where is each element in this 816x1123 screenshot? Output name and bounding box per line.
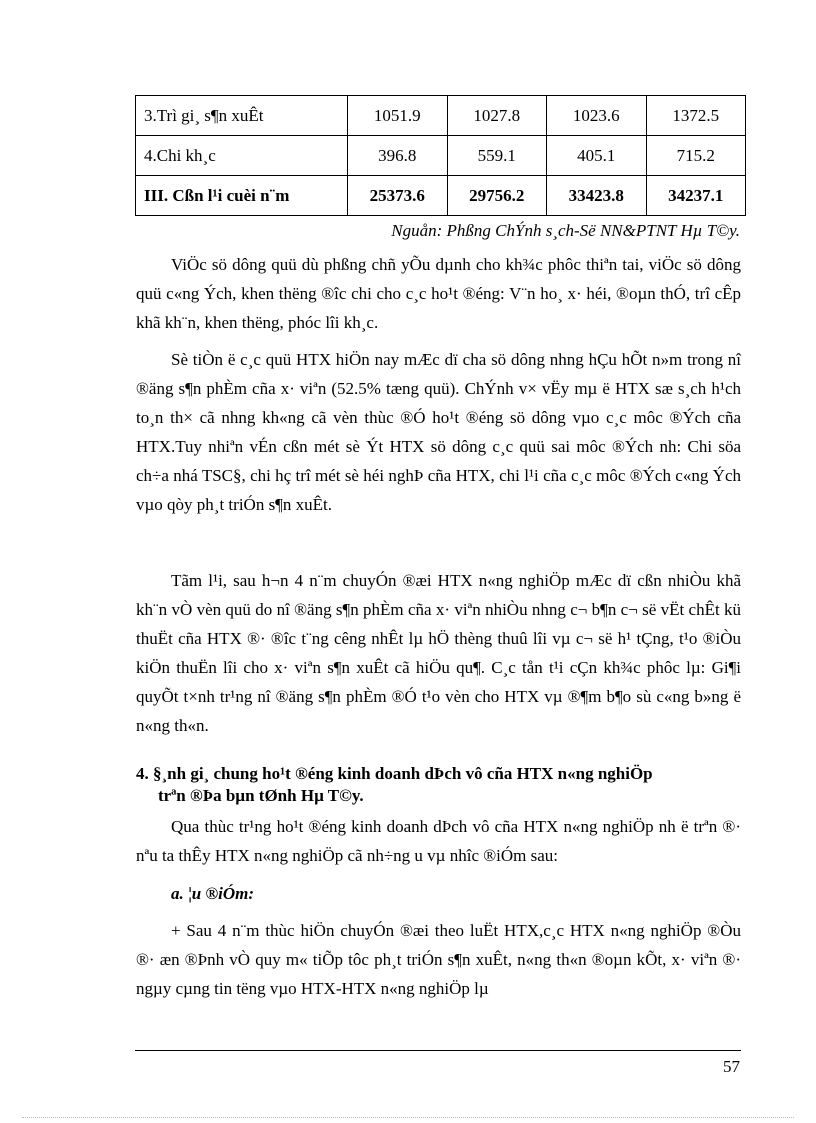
table-cell: 1051.9 <box>348 96 448 136</box>
section-heading <box>136 763 741 807</box>
row-label: 3.Trì gi¸ s¶n xuÊt <box>136 96 348 136</box>
table-cell: 25373.6 <box>348 176 448 216</box>
table-cell: 33423.8 <box>547 176 647 216</box>
table-row-total <box>136 176 746 216</box>
paragraph-fund-balances: Sè tiÒn ë c¸c quü HTX hiÖn nay mÆc dï cha sö dông nhng hÇu hÕt n»m trong nî ®äng s¶n phÈm cña x· viªn (52.5% tæng quü). ChÝnh v× vËy mµ ë HTX sæ s¸ch h¹ch to¸n th× cã nhng kh«ng cã vèn thùc ®Ó ho¹t ®éng sö dông vµo c¸c môc ®Ých cña HTX.Tuy nhiªn vÉn cßn mét sè Ýt HTX sö dông c¸c quü sai môc ®Ých nh: Chi söa ch÷a nhá TSC§, chi hç trî mét sè héi nghÞ cña HTX, chi l¹i cña c¸c môc ®Ých c«ng Ých vµo qòy ph¸t triÓn s¶n xuÊt. <box>136 350 741 514</box>
table-source-note: Nguån: Phßng ChÝnh s¸ch-Së NN&PTNT Hµ T©y. <box>391 221 740 240</box>
table-cell: 29756.2 <box>447 176 547 216</box>
footer-rule <box>135 1050 741 1051</box>
section-heading-line1: 4. §¸nh gi¸ chung ho¹t ®éng kinh doanh dÞch vô cña HTX n«ng nghiÖp <box>136 764 653 783</box>
page-bottom-dotted-line <box>22 1117 794 1118</box>
table-cell: 715.2 <box>646 136 746 176</box>
page-number: 57 <box>723 1057 740 1076</box>
section-heading-line2: trªn ®Þa bµn tØnh Hµ T©y. <box>158 786 364 805</box>
table-cell: 1372.5 <box>646 96 746 136</box>
table-row <box>136 96 746 136</box>
table-cell: 1023.6 <box>547 96 647 136</box>
table-cell: 396.8 <box>348 136 448 176</box>
table-row <box>136 136 746 176</box>
subheading-advantages: a. ¦u ®iÓm: <box>171 884 255 903</box>
row-label: 4.Chi kh¸c <box>136 136 348 176</box>
row-label: III. Cßn l¹i cuèi n¨m <box>136 176 348 216</box>
table-cell: 34237.1 <box>646 176 746 216</box>
table-cell: 405.1 <box>547 136 647 176</box>
paragraph-intro-assessment: Qua thùc tr¹ng ho¹t ®éng kinh doanh dÞch vô cña HTX n«ng nghiÖp nh ë trªn ®· nªu ta thÊy HTX n«ng nghiÖp cã nh÷ng u vµ nhîc ®iÓm sau: <box>136 817 741 865</box>
table-cell: 1027.8 <box>447 96 547 136</box>
paragraph-funds-usage: ViÖc sö dông quü dù phßng chñ yÕu dµnh cho kh¾c phôc thiªn tai, viÖc sö dông quü c«ng Ých, khen thëng ®îc chi cho c¸c ho¹t ®éng: V¨n ho¸ x· héi, ®oµn thÓ, trî cÊp khã kh¨n, khen thëng, phóc lîi kh¸c. <box>136 255 741 332</box>
table-cell: 559.1 <box>447 136 547 176</box>
financial-table <box>135 95 746 216</box>
paragraph-summary: Tãm l¹i, sau h¬n 4 n¨m chuyÓn ®æi HTX n«ng nghiÖp mÆc dï cßn nhiÒu khã kh¨n vÒ vèn quü do nî ®äng s¶n phÈm cña x· viªn nhiÒu nhng c¬ b¶n c¬ së vËt chÊt kü thuËt cña HTX ®· ®îc t¨ng cêng nhÊt lµ hÖ thèng thuû lîi vµ c¬ së h¹ tÇng, t¹o ®iÒu kiÖn thuËn lîi cho x· viªn s¶n xuÊt cã hiÖu qu¶. C¸c tån t¹i cÇn kh¾c phôc lµ: Gi¶i quyÕt t×nh tr¹ng nî ®äng s¶n phÈm ®Ó t¹o vèn cho HTX vµ ®¶m b¶o sù c«ng b»ng ë n«ng th«n. <box>136 571 741 735</box>
paragraph-advantage-1: + Sau 4 n¨m thùc hiÖn chuyÓn ®æi theo luËt HTX,c¸c HTX n«ng nghiÖp ®Òu ®· æn ®Þnh vÒ quy m« tiÕp tôc ph¸t triÓn s¶n xuÊt, n«ng th«n ®oµn kÕt, x· viªn ®· ngµy cµng tin tëng vµo HTX-HTX n«ng nghiÖp lµ <box>136 921 741 998</box>
